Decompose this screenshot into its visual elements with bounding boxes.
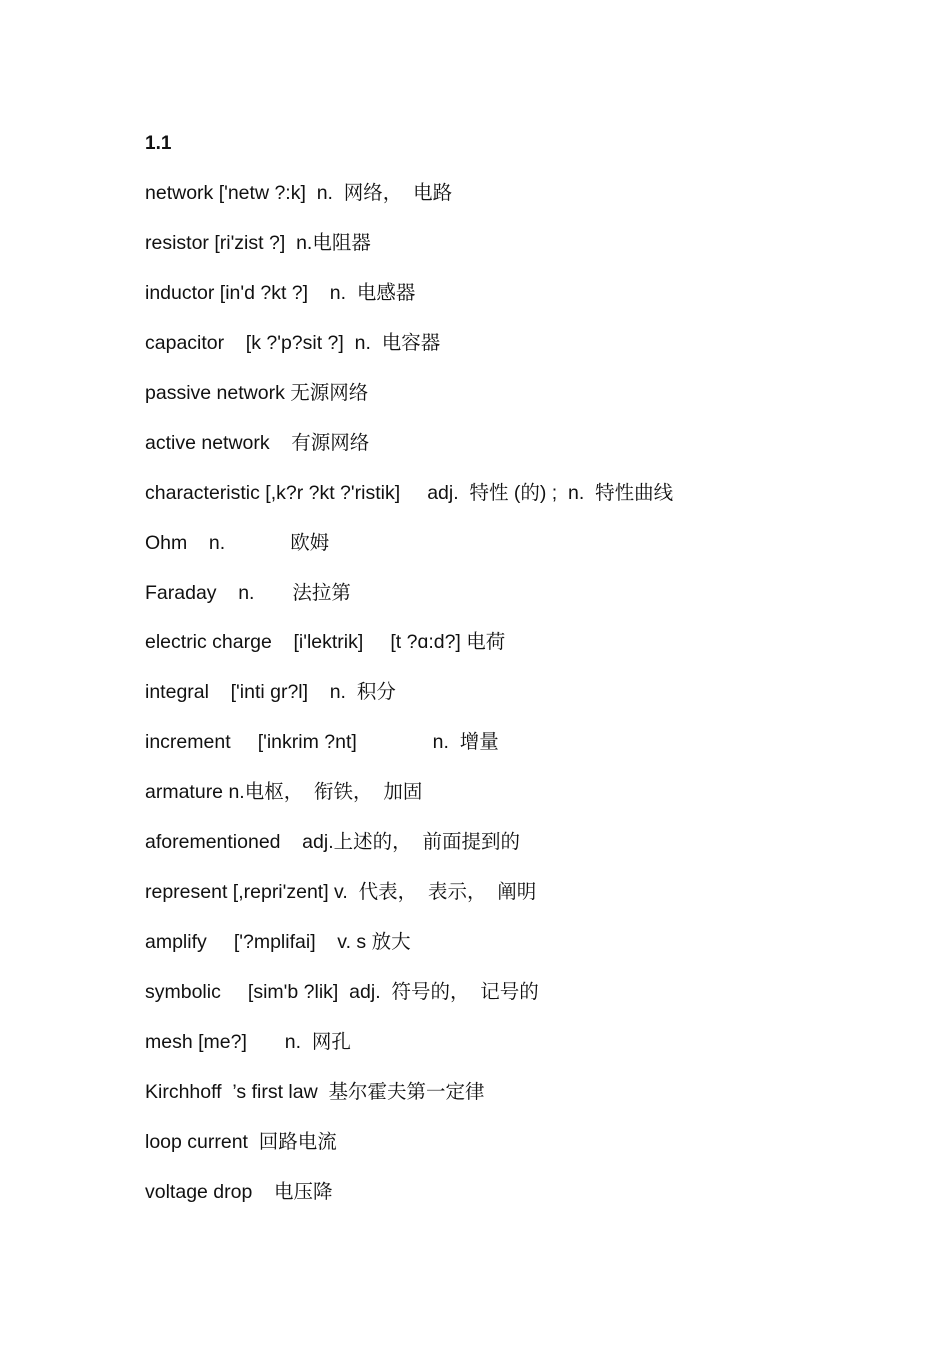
vocabulary-entry: characteristic [,k?r ?kt ?'ristik] adj. 特性 (的) ; n. 特性曲线 bbox=[145, 481, 674, 504]
vocabulary-list bbox=[145, 179, 905, 1228]
vocabulary-entry: represent [,repri'zent] v. 代表， 表示， 阐明 bbox=[145, 881, 537, 904]
vocabulary-entry: armature n.电枢， 衔铁， 加固 bbox=[145, 781, 423, 804]
vocabulary-entry: amplify ['?mplifai] v. s 放大 bbox=[145, 931, 411, 954]
vocabulary-entry: loop current 回路电流 bbox=[145, 1130, 337, 1153]
vocabulary-entry: Kirchhoff ’s first law 基尔霍夫第一定律 bbox=[145, 1080, 485, 1103]
vocabulary-entry: integral ['inti gr?l] n. 积分 bbox=[145, 681, 396, 704]
vocabulary-entry: aforementioned adj.上述的， 前面提到的 bbox=[145, 831, 520, 854]
vocabulary-entry: Faraday n. 法拉第 bbox=[145, 581, 351, 604]
vocabulary-entry: electric charge [i'lektrik] [t ?ɑ:d?] 电荷 bbox=[145, 631, 506, 654]
vocabulary-entry: inductor [in'd ?kt ?] n. 电感器 bbox=[145, 281, 416, 304]
section-heading: 1.1 bbox=[145, 133, 172, 154]
vocabulary-entry: resistor [ri'zist ?] n.电阻器 bbox=[145, 231, 371, 254]
vocabulary-section bbox=[145, 130, 905, 1228]
vocabulary-entry: active network 有源网络 bbox=[145, 431, 370, 454]
vocabulary-entry: voltage drop 电压降 bbox=[145, 1180, 333, 1203]
vocabulary-entry: mesh [me?] n. 网孔 bbox=[145, 1030, 351, 1053]
vocabulary-entry: network ['netw ?:k] n. 网络， 电路 bbox=[145, 182, 453, 204]
vocabulary-entry: symbolic [sim'b ?lik] adj. 符号的， 记号的 bbox=[145, 981, 539, 1003]
vocabulary-entry: passive network 无源网络 bbox=[145, 381, 369, 404]
vocabulary-entry: increment ['inkrim ?nt] n. 增量 bbox=[145, 731, 499, 754]
vocabulary-entry: Ohm n. 欧姆 bbox=[145, 531, 330, 554]
vocabulary-entry: capacitor [k ?'p?sit ?] n. 电容器 bbox=[145, 331, 441, 354]
